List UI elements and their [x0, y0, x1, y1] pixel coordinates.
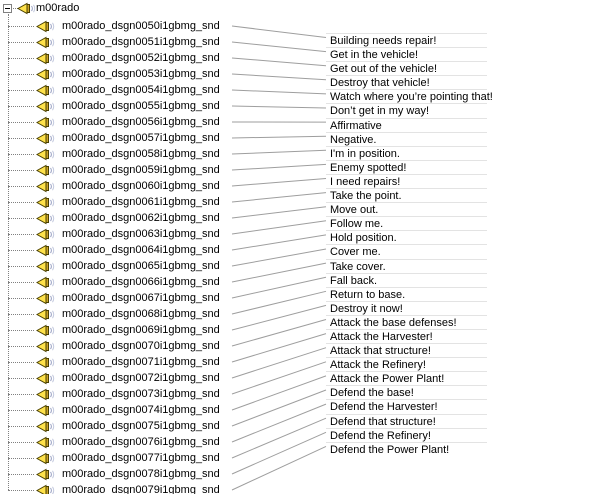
tree-branch-line	[8, 202, 34, 203]
tree-item-row[interactable]	[0, 162, 330, 178]
caption-row	[326, 399, 487, 413]
caption-row	[326, 357, 487, 371]
tree-item-row[interactable]	[0, 274, 330, 290]
caption-text: Defend the Harvester!	[330, 401, 438, 414]
caption-row	[326, 230, 487, 244]
tree-item-row[interactable]	[0, 370, 330, 386]
tree-branch-line	[8, 138, 34, 139]
speaker-icon	[36, 324, 55, 337]
caption-text: Defend the Refinery!	[330, 429, 431, 442]
tree-item-label[interactable]: m00rado_dsgn0077i1gbmg_snd	[62, 452, 220, 464]
caption-text: Attack that structure!	[330, 345, 431, 358]
tree-item-label[interactable]: m00rado_dsgn0063i1gbmg_snd	[62, 228, 220, 240]
caption-text: Don’t get in my way!	[330, 105, 430, 118]
caption-text: Attack the Power Plant!	[330, 373, 445, 386]
speaker-icon	[36, 196, 55, 209]
caption-text: Cover me.	[330, 246, 381, 259]
tree-branch-line	[8, 106, 34, 107]
tree-branch-line	[8, 330, 34, 331]
tree-item-label[interactable]: m00rado_dsgn0050i1gbmg_snd	[62, 20, 220, 32]
tree-branch-line	[8, 282, 34, 283]
caption-text: Watch where you’re pointing that!	[330, 91, 493, 104]
speaker-icon	[36, 228, 55, 241]
speaker-icon	[36, 276, 55, 289]
tree-branch-line	[8, 90, 34, 91]
speaker-icon	[36, 292, 55, 305]
speaker-icon	[36, 436, 55, 449]
tree-item-label[interactable]: m00rado_dsgn0072i1gbmg_snd	[62, 372, 220, 384]
caption-row	[326, 75, 487, 89]
speaker-icon	[36, 420, 55, 433]
tree-branch-line	[8, 442, 34, 443]
tree-branch-line	[8, 458, 34, 459]
caption-row	[326, 188, 487, 202]
tree-item-row[interactable]	[0, 178, 330, 194]
tree-item-label[interactable]: m00rado_dsgn0051i1gbmg_snd	[62, 36, 220, 48]
tree-item-label[interactable]: m00rado_dsgn0071i1gbmg_snd	[62, 356, 220, 368]
caption-text: Attack the Harvester!	[330, 330, 433, 343]
tree-item-label[interactable]: m00rado_dsgn0060i1gbmg_snd	[62, 180, 220, 192]
caption-row	[326, 371, 487, 385]
speaker-icon	[36, 164, 55, 177]
speaker-icon	[17, 2, 36, 15]
caption-row	[326, 442, 487, 456]
speaker-icon	[36, 52, 55, 65]
tree-item-row[interactable]	[0, 114, 330, 130]
caption-row	[326, 61, 487, 75]
minus-expand-icon[interactable]	[3, 4, 12, 13]
tree-branch-line	[8, 186, 34, 187]
speaker-icon	[36, 84, 55, 97]
caption-row	[326, 414, 487, 428]
tree-branch-line	[8, 250, 34, 251]
minus-glyph	[5, 8, 10, 9]
caption-row	[326, 33, 487, 47]
tree-root-label[interactable]: m00rado	[36, 2, 80, 14]
tree-item-row[interactable]	[0, 466, 330, 482]
caption-text: Get out of the vehicle!	[330, 63, 438, 76]
caption-row	[326, 287, 487, 301]
speaker-icon	[36, 132, 55, 145]
tree-branch-line	[8, 394, 34, 395]
speaker-icon-slot	[36, 484, 55, 494]
tree-branch-line	[8, 170, 34, 171]
caption-row	[326, 259, 487, 273]
tree-branch-line	[8, 378, 34, 379]
speaker-icon	[36, 260, 55, 273]
caption-row	[326, 89, 493, 104]
tree-branch-line	[8, 346, 34, 347]
tree-item-row[interactable]	[0, 130, 330, 146]
speaker-icon	[36, 404, 55, 417]
caption-text: Fall back.	[330, 274, 378, 287]
tree-item-label[interactable]: m00rado_dsgn0069i1gbmg_snd	[62, 324, 220, 336]
caption-row	[326, 160, 487, 174]
tree-item-label[interactable]: m00rado_dsgn0056i1gbmg_snd	[62, 116, 220, 128]
caption-row	[326, 428, 487, 442]
speaker-icon	[36, 244, 55, 257]
caption-text: Defend the base!	[330, 387, 414, 400]
caption-text: Defend that structure!	[330, 415, 436, 428]
tree-item-label[interactable]: m00rado_dsgn0066i1gbmg_snd	[62, 276, 220, 288]
caption-text: Negative.	[330, 133, 377, 146]
speaker-icon	[36, 308, 55, 321]
tree-item-row[interactable]	[0, 306, 330, 322]
caption-text: Get in the vehicle!	[330, 49, 419, 62]
tree-item-row[interactable]	[0, 98, 330, 114]
caption-text: Building needs repair!	[330, 35, 437, 47]
tree-item-label[interactable]: m00rado_dsgn0065i1gbmg_snd	[62, 260, 220, 272]
tree-branch-line	[8, 298, 34, 299]
tree-item-label[interactable]: m00rado_dsgn0075i1gbmg_snd	[62, 420, 220, 432]
tree-item-label[interactable]: m00rado_dsgn0064i1gbmg_snd	[62, 244, 220, 256]
tree-item-label[interactable]: m00rado_dsgn0067i1gbmg_snd	[62, 292, 220, 304]
caption-row	[326, 329, 487, 343]
tree-root-row[interactable]	[0, 0, 200, 17]
tree-item-label[interactable]: m00rado_dsgn0079i1gbmg_snd	[62, 484, 220, 494]
tree-item-row[interactable]	[0, 82, 330, 98]
caption-row	[326, 146, 487, 160]
tree-item-label[interactable]: m00rado_dsgn0052i1gbmg_snd	[62, 52, 220, 64]
tree-item-row[interactable]	[0, 146, 330, 162]
caption-row	[326, 118, 487, 132]
tree-branch-line	[8, 234, 34, 235]
tree-branch-line	[8, 122, 34, 123]
tree-branch-line	[8, 410, 34, 411]
speaker-icon	[36, 148, 55, 161]
tree-branch-line	[8, 426, 34, 427]
tree-item-label[interactable]: m00rado_dsgn0061i1gbmg_snd	[62, 196, 220, 208]
caption-text: Attack the base defenses!	[330, 316, 457, 329]
tree-branch-line	[8, 266, 34, 267]
tree-item-label[interactable]: m00rado_dsgn0076i1gbmg_snd	[62, 436, 220, 448]
caption-row	[326, 47, 487, 61]
tree-branch-line	[8, 74, 34, 75]
speaker-icon	[36, 388, 55, 401]
speaker-icon	[36, 100, 55, 113]
caption-text: Defend the Power Plant!	[330, 443, 450, 456]
speaker-icon	[36, 212, 55, 225]
tree-item-row[interactable]	[0, 242, 330, 258]
speaker-icon	[36, 68, 55, 81]
speaker-icon	[36, 180, 55, 193]
tree-item-row[interactable]	[0, 434, 330, 450]
tree-branch-line	[8, 154, 34, 155]
speaker-icon	[36, 340, 55, 353]
speaker-icon	[36, 20, 55, 33]
caption-row	[326, 174, 487, 188]
caption-text: Hold position.	[330, 232, 397, 245]
speaker-icon	[36, 468, 55, 481]
caption-row	[326, 202, 487, 216]
caption-text: Take the point.	[330, 190, 402, 203]
tree-item-label[interactable]: m00rado_dsgn0073i1gbmg_snd	[62, 388, 220, 400]
speaker-icon	[36, 452, 55, 465]
caption-text: Attack the Refinery!	[330, 359, 426, 372]
tree-item-label[interactable]: m00rado_dsgn0054i1gbmg_snd	[62, 84, 220, 96]
caption-row	[326, 103, 487, 117]
tree-item-label[interactable]: m00rado_dsgn0070i1gbmg_snd	[62, 340, 220, 352]
tree-item-row[interactable]	[0, 290, 330, 306]
tree-branch-line	[8, 58, 34, 59]
caption-text: Move out.	[330, 204, 379, 217]
caption-row	[326, 315, 487, 329]
caption-text: Destroy that vehicle!	[330, 77, 430, 90]
tree-item-row[interactable]	[0, 50, 330, 66]
caption-text: Destroy it now!	[330, 302, 403, 315]
speaker-icon	[36, 484, 55, 494]
tree-item-row[interactable]	[0, 210, 330, 226]
tree-item-row[interactable]	[0, 402, 330, 418]
speaker-icon	[36, 372, 55, 385]
tree-item-label[interactable]: m00rado_dsgn0068i1gbmg_snd	[62, 308, 220, 320]
caption-row	[326, 273, 487, 287]
caption-text: Affirmative	[330, 119, 382, 132]
caption-text: I need repairs!	[330, 175, 401, 188]
speaker-icon	[36, 356, 55, 369]
caption-row	[326, 385, 487, 399]
tree-item-label[interactable]: m00rado_dsgn0078i1gbmg_snd	[62, 468, 220, 480]
tree-item-row[interactable]	[0, 386, 330, 402]
tree-item-row[interactable]	[0, 418, 330, 434]
tree-item-label[interactable]: m00rado_dsgn0062i1gbmg_snd	[62, 212, 220, 224]
tree-branch-line	[8, 314, 34, 315]
tree-item-label[interactable]: m00rado_dsgn0074i1gbmg_snd	[62, 404, 220, 416]
caption-text: Follow me.	[330, 218, 384, 231]
tree-item-label[interactable]: m00rado_dsgn0058i1gbmg_snd	[62, 148, 220, 160]
caption-text: Take cover.	[330, 260, 386, 273]
tree-branch-line	[8, 474, 34, 475]
tree-item-row[interactable]	[0, 226, 330, 242]
caption-row	[326, 216, 487, 230]
tree-item-row[interactable]	[0, 258, 330, 274]
root-speaker-icon-slot	[17, 2, 36, 18]
tree-item-row[interactable]	[0, 194, 330, 210]
tree-branch-line	[8, 26, 34, 27]
tree-item-row[interactable]	[0, 66, 330, 82]
speaker-icon	[36, 116, 55, 129]
tree-item-row[interactable]	[0, 354, 330, 370]
tree-item-row[interactable]	[0, 338, 330, 354]
tree-branch-line	[8, 362, 34, 363]
caption-text: Return to base.	[330, 288, 406, 301]
caption-row	[326, 301, 487, 315]
tree-item-label[interactable]: m00rado_dsgn0057i1gbmg_snd	[62, 132, 220, 144]
caption-text: Enemy spotted!	[330, 161, 407, 174]
tree-item-label[interactable]: m00rado_dsgn0059i1gbmg_snd	[62, 164, 220, 176]
caption-row	[326, 132, 487, 146]
tree-branch-line	[8, 218, 34, 219]
tree-branch-line	[8, 490, 34, 491]
speaker-icon	[36, 36, 55, 49]
tree-branch-line	[8, 42, 34, 43]
tree-item-label[interactable]: m00rado_dsgn0053i1gbmg_snd	[62, 68, 220, 80]
caption-row	[326, 343, 487, 357]
tree-item-row[interactable]	[0, 482, 330, 494]
tree-item-label[interactable]: m00rado_dsgn0055i1gbmg_snd	[62, 100, 220, 112]
tree-item-row[interactable]	[0, 34, 330, 50]
caption-row	[326, 244, 487, 258]
tree-item-row[interactable]	[0, 18, 330, 34]
tree-item-row[interactable]	[0, 322, 330, 338]
tree-item-row[interactable]	[0, 450, 330, 466]
caption-list	[326, 33, 493, 456]
caption-text: I'm in position.	[330, 147, 400, 160]
